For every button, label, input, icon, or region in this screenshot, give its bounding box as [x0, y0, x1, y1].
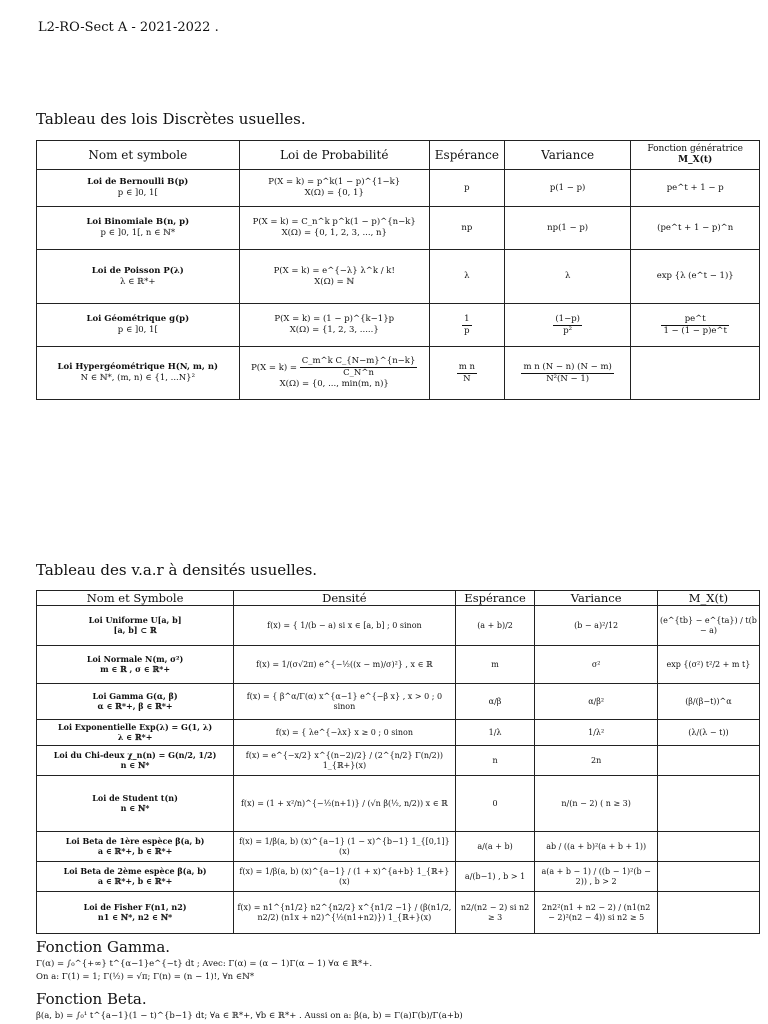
law-name: Loi de Fisher F(n1, n2): [83, 902, 187, 912]
expectation: [429, 304, 504, 347]
numerator: m n (N − n) (N − m): [523, 361, 612, 372]
probability-formula: P(X = k) = (1 − p)^{k−1}p: [274, 314, 395, 324]
col-density: Densité: [234, 591, 455, 606]
law-param: p ∈ ]0, 1[: [117, 188, 158, 198]
table-row: [37, 207, 760, 250]
mgf: exp {(σ²) t²/2 + m t}: [657, 646, 759, 684]
law-name: Loi de Student t(n): [92, 793, 178, 803]
support: X(Ω) = {0, 1, 2, 3, ..., n}: [281, 228, 387, 238]
variance: (b − a)²/12: [535, 606, 657, 646]
density: f(x) = (1 + x²/n)^{−½(n+1)} / (√n β(½, n/2)) x ∈ ℝ: [234, 776, 455, 832]
law-param: n ∈ ℕ*: [120, 802, 150, 813]
denominator: N: [463, 373, 471, 384]
table2-title: Tableau des v.a.r à densités usuelles.: [36, 561, 318, 579]
table-row: [37, 304, 760, 347]
density: f(x) = n1^{n1/2} n2^{n2/2} x^{n1/2 −1} / (β(n1/2, n2/2) (n1x + n2)^{½(n1+n2)}) 1_{ℝ+}(x): [234, 892, 455, 934]
variance: σ²: [535, 646, 657, 684]
expectation-fraction: [462, 314, 471, 337]
support: X(Ω) = ℕ: [314, 276, 355, 287]
gamma-definition: Γ(α) = ∫₀^{+∞} t^{α−1}e^{−t} dt ; Avec: Γ(α) = (α − 1)Γ(α − 1) ∀α ∈ ℝ*+.: [36, 959, 373, 969]
col-mgf-line1: Fonction génératrice: [647, 144, 743, 154]
law-name-cell: [37, 720, 234, 746]
expectation: m: [455, 646, 535, 684]
numerator: pe^t: [661, 314, 729, 326]
law-param: α ∈ ℝ*+, β ∈ ℝ*+: [97, 700, 173, 711]
probability-cell: [239, 207, 429, 250]
table1-title: Tableau des lois Discrètes usuelles.: [36, 110, 306, 128]
variance: 2n: [535, 746, 657, 776]
law-name: Loi Exponentielle Exp(λ) = G(1, λ): [58, 722, 213, 732]
law-name: Loi Gamma G(α, β): [92, 691, 178, 701]
expectation: p: [429, 170, 504, 207]
table-row: [37, 746, 760, 776]
mgf: [657, 832, 759, 862]
law-param: m ∈ ℝ , σ ∈ ℝ*+: [100, 663, 171, 674]
probability-formula: P(X = k) = p^k(1 − p)^{1−k}: [268, 177, 401, 187]
table-row: [37, 646, 760, 684]
density: f(x) = 1/β(a, b) (x)^{a−1} (1 − x)^{b−1} 1_{[0,1]}(x): [234, 832, 455, 862]
law-name-cell: [37, 862, 234, 892]
expectation: α/β: [455, 684, 535, 720]
expectation: [429, 347, 504, 400]
col-probability: Loi de Probabilité: [239, 141, 429, 170]
law-param: a ∈ ℝ*+, b ∈ ℝ*+: [97, 875, 173, 886]
mgf: [631, 304, 760, 347]
probability-formula: P(X = k) = C_n^k p^k(1 − p)^{n−k}: [252, 217, 416, 227]
law-name-cell: [37, 207, 240, 250]
table-row: [37, 832, 760, 862]
support: X(Ω) = {1, 2, 3, .....}: [289, 325, 379, 335]
variance: [504, 304, 630, 347]
law-param: a ∈ ℝ*+, b ∈ ℝ*+: [97, 845, 173, 856]
table-row: [37, 250, 760, 304]
table-row: [37, 684, 760, 720]
law-name: Loi du Chi-deux χ_n(n) = G(n/2, 1/2): [53, 750, 217, 760]
law-name: Loi Uniforme U[a, b]: [88, 615, 182, 625]
probability-cell: [239, 170, 429, 207]
density: f(x) = { λe^{−λx} x ≥ 0 ; 0 sinon: [234, 720, 455, 746]
table-row: [37, 170, 760, 207]
density: f(x) = { 1/(b − a) si x ∈ [a, b] ; 0 sinon: [234, 606, 455, 646]
density: f(x) = e^{−x/2} x^{(n−2)/2} / (2^{n/2} Γ(n/2)) 1_{ℝ+}(x): [234, 746, 455, 776]
law-param: [a, b] ⊂ ℝ: [113, 624, 157, 635]
law-name-cell: [37, 646, 234, 684]
col-mgf: [631, 141, 760, 170]
mgf: (e^{tb} − e^{ta}) / t(b − a): [657, 606, 759, 646]
law-name: Loi Binomiale B(n, p): [86, 217, 190, 227]
table-row: [37, 347, 760, 400]
col-name: Nom et Symbole: [37, 591, 234, 606]
mgf: [657, 862, 759, 892]
numerator: m n: [458, 361, 475, 372]
probability-prefix: P(X = k) =: [251, 363, 297, 373]
mgf: [657, 746, 759, 776]
law-name: Loi Hypergéométrique H(N, m, n): [57, 362, 219, 372]
table-row: [37, 720, 760, 746]
expectation-fraction: [457, 362, 477, 385]
variance: α/β²: [535, 684, 657, 720]
denominator: 1 − (1 − p)e^t: [663, 325, 727, 336]
law-param: n ∈ ℕ*: [120, 759, 150, 770]
law-name-cell: [37, 606, 234, 646]
expectation: n: [455, 746, 535, 776]
expectation: (a + b)/2: [455, 606, 535, 646]
numerator: 1: [462, 314, 471, 326]
numerator: C_m^k C_{N−m}^{n−k}: [301, 356, 416, 366]
variance: 2n2²(n1 + n2 − 2) / (n1(n2 − 2)²(n2 − 4)) si n2 ≥ 5: [535, 892, 657, 934]
law-name-cell: [37, 832, 234, 862]
expectation: 1/λ: [455, 720, 535, 746]
support: X(Ω) = {0, ..., min(m, n)}: [279, 379, 389, 389]
beta-title: Fonction Beta.: [36, 990, 147, 1008]
variance: [504, 347, 630, 400]
variance: a(a + b − 1) / ((b − 1)²(b − 2)) , b > 2: [535, 862, 657, 892]
law-name-cell: [37, 776, 234, 832]
law-name-cell: [37, 347, 240, 400]
law-param: p ∈ ]0, 1[: [117, 325, 158, 335]
law-name-cell: [37, 304, 240, 347]
probability-cell: [239, 250, 429, 304]
col-mgf-line2: M_X(t): [678, 155, 713, 165]
continuous-laws-table: [36, 590, 760, 934]
probability-cell: [239, 304, 429, 347]
density: f(x) = 1/(σ√2π) e^{−½((x − m)/σ)²} , x ∈ ℝ: [234, 646, 455, 684]
support: X(Ω) = {0, 1}: [304, 188, 364, 198]
variance: λ: [504, 250, 630, 304]
law-param: p ∈ ]0, 1[, n ∈ ℕ*: [100, 228, 176, 238]
table-header-row: [37, 141, 760, 170]
expectation: a/(b−1) , b > 1: [455, 862, 535, 892]
col-name: Nom et symbole: [37, 141, 240, 170]
table-header-row: [37, 591, 760, 606]
probability-fraction: [300, 356, 418, 379]
probability-formula: P(X = k) = e^{−λ} λ^k / k!: [273, 265, 395, 276]
variance: p(1 − p): [504, 170, 630, 207]
law-name: Loi Normale N(m, σ²): [86, 654, 184, 664]
denominator: N²(N − 1): [546, 373, 590, 384]
law-param: N ∈ ℕ*, (m, n) ∈ {1, ...N}²: [80, 373, 195, 383]
variance: n/(n − 2) ( n ≥ 3): [535, 776, 657, 832]
expectation: np: [429, 207, 504, 250]
probability-cell: [239, 347, 429, 400]
expectation: a/(a + b): [455, 832, 535, 862]
table-row: [37, 776, 760, 832]
col-variance: Variance: [504, 141, 630, 170]
mgf: pe^t + 1 − p: [631, 170, 760, 207]
mgf-fraction: [661, 314, 729, 337]
col-expectation: Espérance: [429, 141, 504, 170]
mgf: [657, 776, 759, 832]
page-header: L2-RO-Sect A - 2021-2022 .: [38, 20, 219, 35]
law-name-cell: [37, 250, 240, 304]
expectation: λ: [429, 250, 504, 304]
expectation: n2/(n2 − 2) si n2 ≥ 3: [455, 892, 535, 934]
law-name-cell: [37, 746, 234, 776]
law-param: n1 ∈ ℕ*, n2 ∈ ℕ*: [97, 911, 173, 922]
variance: 1/λ²: [535, 720, 657, 746]
variance: np(1 − p): [504, 207, 630, 250]
law-name-cell: [37, 684, 234, 720]
discrete-laws-table: [36, 140, 760, 400]
mgf: (β/(β−t))^α: [657, 684, 759, 720]
law-name: Loi de Poisson P(λ): [91, 265, 184, 276]
law-param: λ ∈ ℝ*+: [117, 731, 153, 742]
mgf: [631, 347, 760, 400]
law-name: Loi Beta de 2ème espèce β(a, b): [63, 866, 207, 876]
law-name-cell: [37, 892, 234, 934]
gamma-title: Fonction Gamma.: [36, 938, 171, 956]
table-row: [37, 892, 760, 934]
law-name: Loi de Bernoulli B(p): [87, 177, 189, 187]
variance-fraction: [521, 362, 613, 385]
density: f(x) = 1/β(a, b) (x)^{a−1} / (1 + x)^{a+b} 1_{ℝ+}(x): [234, 862, 455, 892]
gamma-properties: On a: Γ(1) = 1; Γ(½) = √π; Γ(n) = (n − 1)!, ∀n ∈ℕ*: [36, 972, 255, 982]
variance-fraction: [553, 314, 582, 337]
expectation: 0: [455, 776, 535, 832]
law-name-cell: [37, 170, 240, 207]
mgf: [657, 892, 759, 934]
col-variance: Variance: [535, 591, 657, 606]
denominator: C_N^n: [343, 368, 374, 378]
denominator: p²: [563, 325, 573, 336]
variance: ab / ((a + b)²(a + b + 1)): [535, 832, 657, 862]
numerator: (1−p): [555, 313, 580, 324]
col-expectation: Espérance: [455, 591, 535, 606]
table-row: [37, 862, 760, 892]
mgf: (λ/(λ − t)): [657, 720, 759, 746]
density: f(x) = { β^α/Γ(α) x^{α−1} e^{−β x} , x > 0 ; 0 sinon: [234, 684, 455, 720]
mgf: (pe^t + 1 − p)^n: [631, 207, 760, 250]
law-name: Loi Géométrique g(p): [86, 314, 190, 324]
law-param: λ ∈ ℝ*+: [120, 276, 156, 287]
col-mgf: M_X(t): [657, 591, 759, 606]
beta-definition: β(a, b) = ∫₀¹ t^{a−1}(1 − t)^{b−1} dt; ∀a ∈ ℝ*+, ∀b ∈ ℝ*+ . Aussi on a: β(a, b) = Γ(a)Γ(b)/Γ(a+b): [36, 1011, 463, 1021]
table-row: [37, 606, 760, 646]
denominator: p: [464, 325, 470, 336]
law-name: Loi Beta de 1ère espèce β(a, b): [65, 836, 205, 846]
mgf: exp {λ (e^t − 1)}: [631, 250, 760, 304]
